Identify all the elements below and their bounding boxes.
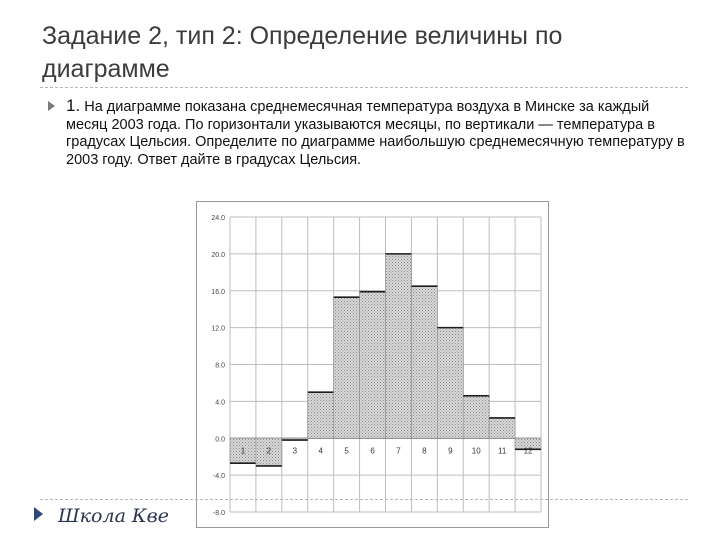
y-tick-label: -4.0: [212, 473, 225, 481]
y-tick-label: -8.0: [212, 510, 225, 517]
y-tick-label: 24.0: [211, 215, 225, 222]
bar-month-5: [334, 297, 360, 438]
footer-arrow-icon: [34, 507, 43, 521]
x-tick-label: 2: [266, 446, 272, 456]
bar-month-11: [489, 418, 515, 438]
y-tick-label: 20.0: [211, 251, 225, 259]
x-tick-label: 9: [448, 446, 453, 456]
bar-month-9: [437, 328, 463, 439]
x-tick-label: 1: [240, 446, 246, 456]
x-tick-label: 10: [471, 446, 481, 456]
x-tick-label: 8: [422, 446, 427, 456]
bar-month-8: [411, 286, 437, 438]
task-text: На диаграмме показана среднемесячная температура воздуха в Минске за каждый месяц 2003 года. По горизонтали указываются месяцы, по вертикали — температура в градусах Цельсия. Определите по диаграмме наибольшую среднемесячную температуру в 2003 году. Ответ дайте в градусах Цельсия.: [66, 99, 685, 168]
x-tick-label: 5: [344, 446, 349, 456]
bar-month-6: [360, 292, 386, 439]
y-tick-label: 0.0: [215, 436, 225, 444]
y-tick-label: 12.0: [211, 325, 225, 333]
x-tick-label: 4: [318, 446, 323, 456]
bar-month-7: [386, 254, 412, 438]
x-tick-label: 6: [370, 446, 375, 456]
bar-month-10: [463, 396, 489, 438]
x-tick-label: 3: [292, 446, 298, 456]
title-divider: [40, 87, 688, 88]
x-tick-label: 11: [497, 446, 507, 456]
task-number: 1.: [66, 96, 81, 115]
y-tick-label: 4.0: [215, 399, 225, 407]
x-tick-label: 7: [396, 446, 401, 456]
task-paragraph: [66, 97, 694, 169]
bar-month-4: [308, 392, 334, 438]
footer-divider: [40, 499, 688, 500]
x-tick-label: 12: [523, 446, 533, 456]
y-tick-label: 8.0: [215, 362, 225, 370]
slide-title: Задание 2, тип 2: Определение величины по диаграмме: [42, 22, 563, 83]
bullet-arrow-icon: [48, 101, 55, 111]
chart-canvas: [197, 202, 548, 527]
temperature-chart: [196, 201, 549, 528]
y-tick-label: 16.0: [211, 288, 225, 296]
footer-school-name: Школа Кве: [58, 505, 169, 527]
